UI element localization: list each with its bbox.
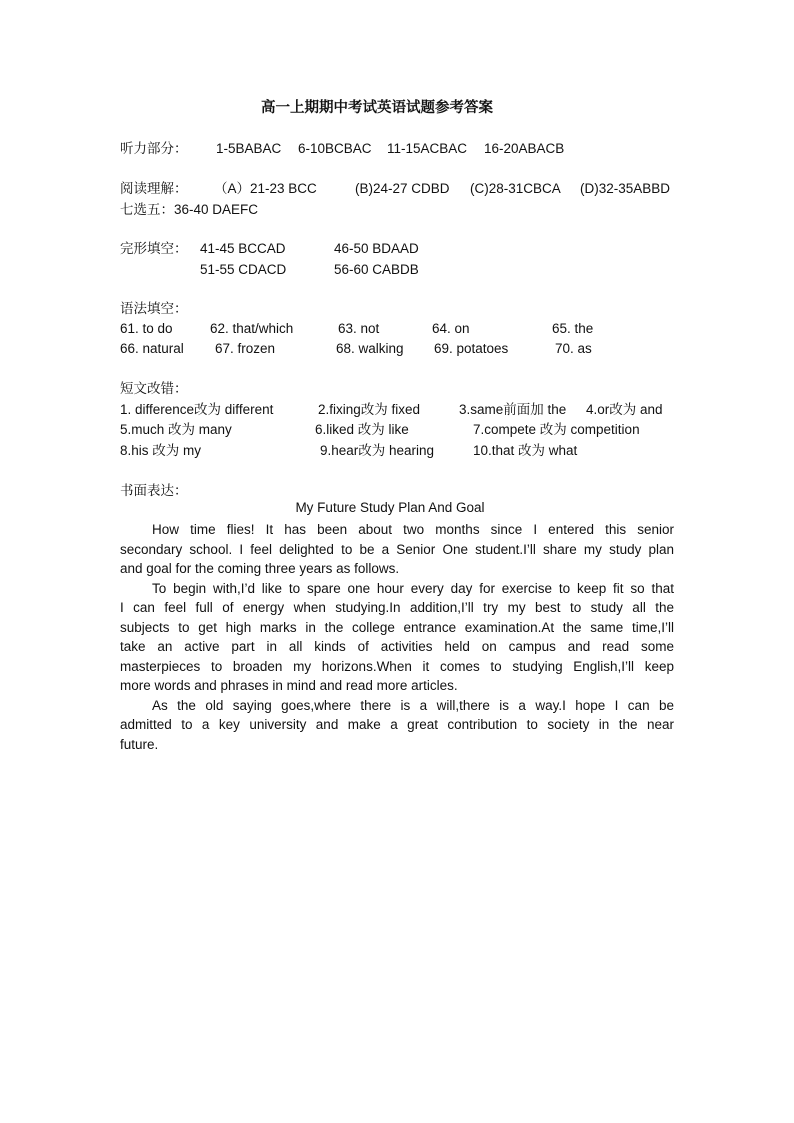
correction-2: 2.fixing改为 fixed	[318, 402, 421, 417]
grammar-67: 67. frozen	[215, 341, 276, 356]
seven-choose-five: 七选五：36-40 DAEFC	[120, 202, 259, 217]
grammar-70: 70. as	[555, 341, 592, 356]
grammar-65: 65. the	[552, 321, 594, 336]
grammar-64: 64. on	[432, 321, 470, 336]
grammar-61: 61. to do	[120, 321, 173, 336]
essay-line: secondary school. I feel delighted to be a Senior One student.I’ll share my study plan	[120, 542, 674, 557]
reading-answer-c: (C)28-31CBCA	[470, 181, 561, 196]
correction-10: 10.that 改为 what	[473, 443, 578, 458]
writing-label: 书面表达：	[120, 483, 188, 499]
grammar-66: 66. natural	[120, 341, 184, 356]
essay-line: masterpieces to broaden my horizons.When it comes to studying English,I’ll keep	[120, 659, 674, 674]
listening-label: 听力部分：	[120, 141, 188, 157]
correction-7: 7.compete 改为 competition	[473, 422, 640, 437]
listening-answer-1: 1-5BABAC	[216, 141, 282, 156]
correction-4: 4.or改为 and	[586, 402, 663, 417]
essay-line: admitted to a key university and make a great contribution to society in the near	[120, 717, 674, 732]
grammar-68: 68. walking	[336, 341, 404, 356]
listening-answer-3: 11-15ACBAC	[387, 141, 468, 156]
essay-line: How time flies! It has been about two months since I entered this senior	[152, 522, 674, 537]
essay-line: I can feel full of energy when studying.In addition,I’ll try my best to study all the	[120, 600, 674, 615]
correction-9: 9.hear改为 hearing	[320, 443, 435, 458]
essay-line: To begin with,I’d like to spare one hour every day for exercise to keep fit so that	[152, 581, 674, 596]
essay-line: subjects to get high marks in the college entrance examination.At the same time,I’ll	[120, 620, 674, 635]
essay-line: future.	[120, 737, 159, 752]
grammar-63: 63. not	[338, 321, 380, 336]
essay-title: My Future Study Plan And Goal	[295, 500, 485, 515]
essay-line: more words and phrases in mind and read more articles.	[120, 678, 458, 693]
listening-answer-2: 6-10BCBAC	[298, 141, 372, 156]
reading-answer-d: (D)32-35ABBD	[580, 181, 671, 196]
correction-8: 8.his 改为 my	[120, 443, 202, 458]
grammar-62: 62. that/which	[210, 321, 294, 336]
cloze-answer-3: 51-55 CDACD	[200, 262, 287, 277]
cloze-answer-4: 56-60 CABDB	[334, 262, 419, 277]
correction-6: 6.liked 改为 like	[315, 422, 409, 437]
essay-line: As the old saying goes,where there is a will,there is a way.I hope I can be	[152, 698, 674, 713]
cloze-answer-1: 41-45 BCCAD	[200, 241, 286, 256]
listening-answer-4: 16-20ABACB	[484, 141, 565, 156]
essay-line: and goal for the coming three years as follows.	[120, 561, 400, 576]
cloze-label: 完形填空：	[120, 241, 188, 257]
grammar-label: 语法填空：	[120, 301, 188, 317]
reading-answer-b: (B)24-27 CDBD	[355, 181, 450, 196]
page-title: 高一上期期中考试英语试题参考答案	[261, 100, 493, 116]
essay-line: take an active part in all kinds of activities held on campus and read some	[120, 639, 674, 654]
reading-answer-a: （A）21-23 BCC	[214, 181, 317, 196]
cloze-answer-2: 46-50 BDAAD	[334, 241, 419, 256]
correction-3: 3.same前面加 the	[459, 402, 567, 417]
correction-1: 1. difference改为 different	[120, 402, 274, 417]
grammar-69: 69. potatoes	[434, 341, 509, 356]
reading-label: 阅读理解：	[120, 181, 188, 197]
correction-5: 5.much 改为 many	[120, 422, 232, 437]
correction-label: 短文改错：	[120, 381, 188, 397]
